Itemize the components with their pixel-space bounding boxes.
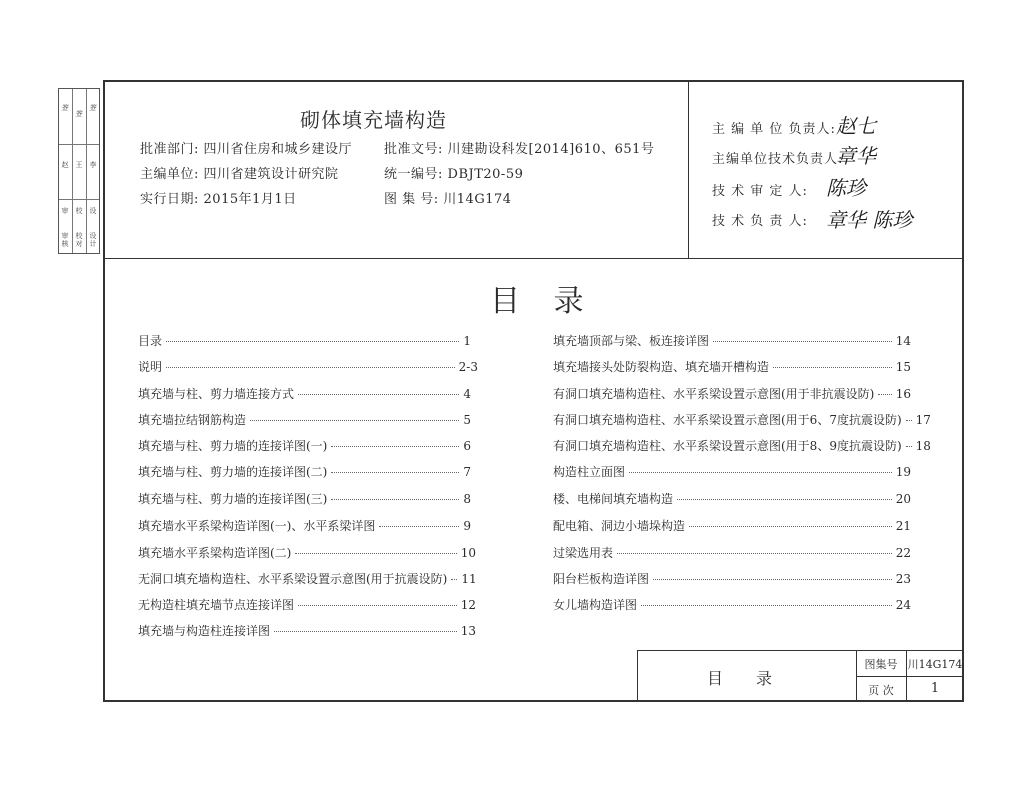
meta-atlas-number: 图 集 号: 川14G174 [384,192,512,207]
toc-leader [166,341,459,342]
meta-label: 主编单位 [140,167,195,182]
toc-entry-title: 构造柱立面图 [553,465,626,479]
strip-role-design: 设 [89,207,97,215]
meta-value: 2015年1月1日 [203,192,297,207]
strip-role-check: 校 [75,207,83,215]
meta-value: 四川省住房和城乡建设厅 [203,142,353,157]
toc-entry[interactable] [553,490,911,508]
resp-chief-unit-head: 主 编 单 位 负责人: [712,122,836,137]
strip-name-design: 李 [89,161,97,169]
atlas-title: 砌体填充墙构造 [300,108,447,132]
strip-name-check: 王 [75,161,83,169]
side-approval-strip [58,88,100,254]
toc-entry[interactable] [553,385,911,403]
toc-entry[interactable] [553,544,911,562]
meta-effective-date: 实行日期: 2015年1月1日 [140,192,297,207]
meta-unified-number: 统一编号: DBJT20-59 [384,167,524,182]
strip-col-divider [86,89,87,253]
toc-leader [653,579,892,580]
toc-entry-page: 1 [463,334,471,348]
toc-entry[interactable] [138,570,476,588]
title-block-page-label: 页 次 [868,684,894,697]
toc-entry-title: 配电箱、洞边小墙垛构造 [553,519,686,533]
resp-technical-head: 主编单位技术负责人: [712,152,844,167]
toc-entry-title: 填充墙与构造柱连接详图 [138,624,271,638]
title-block-divider [856,676,964,677]
toc-leader [379,526,459,527]
toc-entry-title: 无洞口填充墙构造柱、水平系梁设置示意图(用于抗震设防) [138,572,448,586]
toc-entry-title: 填充墙与柱、剪力墙的连接详图(二) [138,465,328,479]
toc-leader [166,367,455,368]
toc-entry-page: 15 [895,360,911,374]
meta-chief-unit: 主编单位: 四川省建筑设计研究院 [140,167,339,182]
toc-entry-title: 楼、电梯间填充墙构造 [553,492,674,506]
toc-entry[interactable] [553,463,911,481]
meta-label: 批准文号 [384,142,439,157]
toc-leader [274,631,457,632]
toc-leader [878,394,891,395]
signature-technical-lead: 章华 陈珍 [826,208,913,232]
toc-leader [773,367,892,368]
strip-role-review: 审 [61,207,69,215]
toc-entry-page: 21 [895,519,911,533]
toc-entry[interactable] [138,332,471,350]
title-block-atlas-label: 图集号 [864,658,898,671]
toc-entry-page: 5 [463,413,471,427]
toc-entry-page: 20 [895,492,911,506]
toc-entry-page: 2-3 [458,360,478,374]
toc-leader [250,420,459,421]
toc-entry-page: 12 [460,598,476,612]
meta-value: 四川省建筑设计研究院 [203,167,339,182]
meta-value: DBJT20-59 [447,167,524,182]
toc-entry-page: 24 [895,598,911,612]
toc-leader [331,446,459,447]
toc-entry-title: 填充墙水平系梁构造详图(一)、水平系梁详图 [138,519,376,533]
toc-entry-page: 9 [463,519,471,533]
title-block-page-value: 1 [930,681,940,696]
toc-entry-page: 13 [460,624,476,638]
toc-entry[interactable] [138,385,471,403]
header-divider [103,258,964,259]
toc-entry-title: 过梁选用表 [553,546,614,560]
toc-entry-title: 说明 [138,360,163,374]
title-block-drawing-name: 目 录 [706,669,787,688]
toc-leader [641,605,892,606]
toc-entry-title: 有洞口填充墙构造柱、水平系梁设置示意图(用于8、9度抗震设防) [553,439,902,453]
toc-leader [298,394,459,395]
strip-row-divider [59,199,99,200]
toc-entry[interactable] [553,358,911,376]
toc-entry[interactable] [553,411,931,429]
resp-technical-lead: 技 术 负 责 人: [712,214,808,229]
toc-entry-page: 10 [460,546,476,560]
toc-entry-page: 16 [895,387,911,401]
toc-heading: 目 录 [490,284,596,319]
toc-entry-page: 18 [915,439,931,453]
strip-signature-3: 签 [89,104,96,112]
toc-entry-title: 女儿墙构造详图 [553,598,638,612]
signature-technical-reviewer: 陈珍 [826,176,866,200]
toc-entry-page: 4 [463,387,471,401]
toc-entry-title: 有洞口填充墙构造柱、水平系梁设置示意图(用于非抗震设防) [553,387,875,401]
toc-entry[interactable] [138,411,471,429]
strip-name-review: 赵 [61,161,69,169]
toc-entry-title: 填充墙与柱、剪力墙的连接详图(三) [138,492,328,506]
toc-leader [451,579,457,580]
toc-entry-title: 阳台栏板构造详图 [553,572,650,586]
strip-label-design: 设计 [89,232,97,248]
toc-leader [689,526,892,527]
strip-col-divider [72,89,73,253]
meta-value: 川14G174 [443,192,512,207]
toc-entry[interactable] [138,463,471,481]
toc-entry-page: 7 [463,465,471,479]
meta-label: 批准部门 [140,142,195,157]
toc-entry-page: 19 [895,465,911,479]
toc-leader [617,553,892,554]
meta-label: 统一编号 [384,167,439,182]
toc-entry[interactable] [138,544,476,562]
toc-entry[interactable] [138,437,471,455]
toc-leader [906,420,912,421]
toc-entry-page: 6 [463,439,471,453]
toc-entry-title: 填充墙顶部与梁、板连接详图 [553,334,710,348]
toc-entry-page: 23 [895,572,911,586]
toc-entry-title: 填充墙水平系梁构造详图(二) [138,546,292,560]
toc-entry[interactable] [553,332,911,350]
strip-row-divider [59,144,99,145]
strip-signature-1: 签 [61,104,68,112]
toc-leader [298,605,457,606]
toc-entry-title: 填充墙与柱、剪力墙的连接详图(一) [138,439,328,453]
meta-label: 图 集 号 [384,192,434,207]
strip-signature-2: 签 [75,110,82,118]
toc-entry[interactable] [553,570,911,588]
signature-technical-head: 章华 [836,144,876,168]
toc-entry-page: 11 [461,572,477,586]
toc-entry[interactable] [138,596,476,614]
toc-leader [713,341,892,342]
signature-chief-unit-head: 赵七 [836,114,876,138]
toc-entry[interactable] [138,517,471,535]
meta-approval-dept: 批准部门: 四川省住房和城乡建设厅 [140,142,353,157]
strip-label-review: 审核 [61,232,69,248]
title-block-atlas-value: 川14G174 [907,658,963,671]
toc-entry[interactable] [138,622,476,640]
toc-entry-page: 17 [915,413,931,427]
toc-leader [295,553,456,554]
toc-leader [677,499,892,500]
strip-label-check: 校对 [75,232,83,248]
toc-entry-title: 目录 [138,334,163,348]
meta-value: 川建勘设科发[2014]610、651号 [447,142,655,157]
toc-leader [629,472,892,473]
toc-entry-title: 填充墙与柱、剪力墙连接方式 [138,387,295,401]
toc-entry-title: 有洞口填充墙构造柱、水平系梁设置示意图(用于6、7度抗震设防) [553,413,902,427]
toc-entry[interactable] [138,490,471,508]
toc-entry-title: 无构造柱填充墙节点连接详图 [138,598,295,612]
resp-technical-reviewer: 技 术 审 定 人: [712,184,808,199]
meta-approval-number: 批准文号: 川建勘设科发[2014]610、651号 [384,142,655,157]
toc-entry-title: 填充墙拉结钢筋构造 [138,413,247,427]
toc-entry[interactable] [138,358,478,376]
toc-entry-page: 14 [895,334,911,348]
header-vertical-divider [688,80,689,258]
toc-entry[interactable] [553,437,931,455]
toc-entry[interactable] [553,596,911,614]
toc-entry-page: 8 [463,492,471,506]
toc-entry[interactable] [553,517,911,535]
toc-leader [331,472,459,473]
meta-label: 实行日期 [140,192,195,207]
toc-leader [906,446,912,447]
toc-entry-title: 填充墙接头处防裂构造、填充墙开槽构造 [553,360,770,374]
toc-leader [331,499,459,500]
toc-entry-page: 22 [895,546,911,560]
